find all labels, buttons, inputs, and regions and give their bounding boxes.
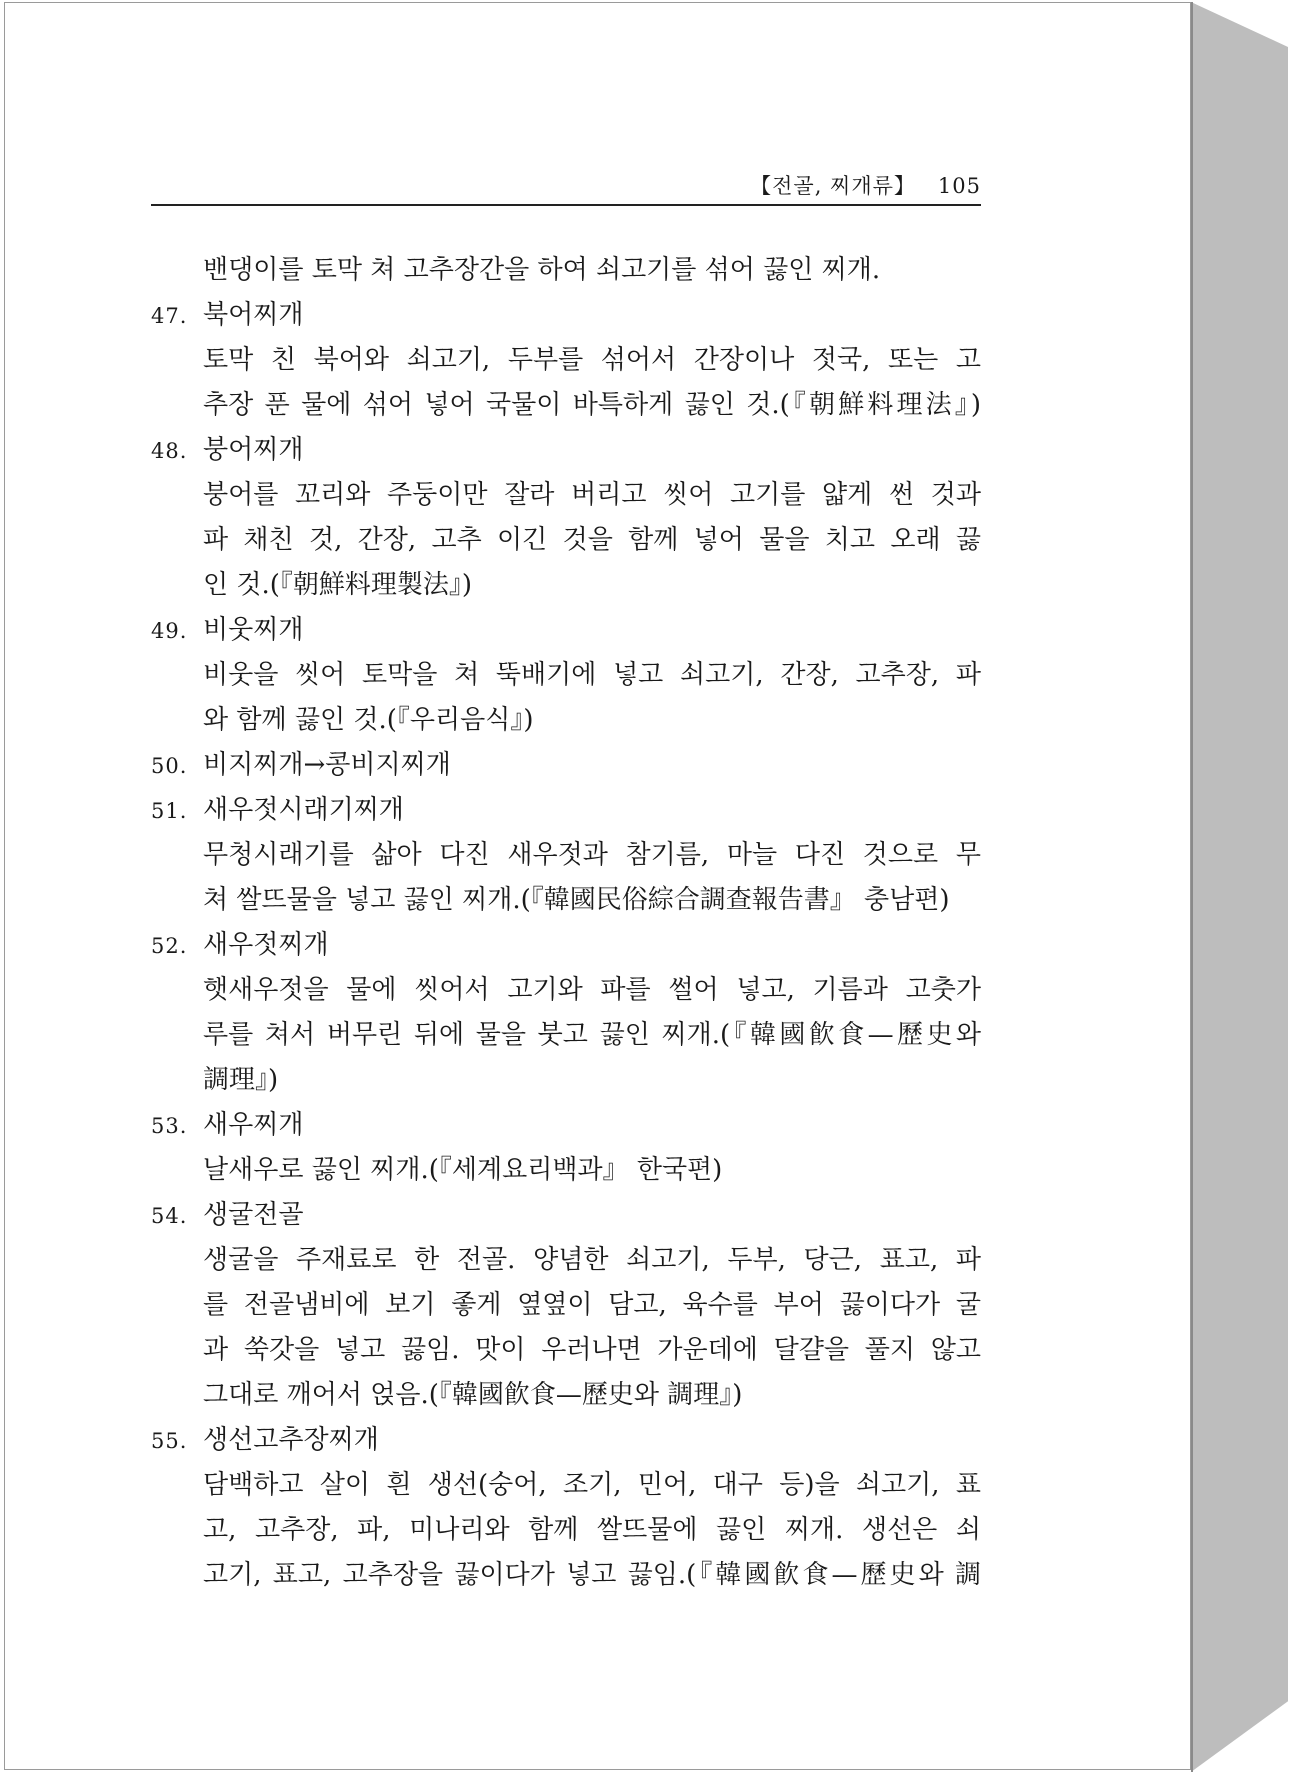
definition-line: 쳐 쌀뜨물을 넣고 끓인 찌개.(『韓國民俗綜合調查報告書』 충남편)	[203, 885, 950, 915]
definition-line: 비웃을 씻어 토막을 쳐 뚝배기에 넣고 쇠고기, 간장, 고추장, 파	[203, 660, 981, 690]
definition-line: 담백하고 살이 흰 생선(숭어, 조기, 민어, 대구 등)을 쇠고기, 표	[203, 1470, 981, 1500]
definition-line: 생굴을 주재료로 한 전골. 양념한 쇠고기, 두부, 당근, 표고, 파	[203, 1245, 981, 1275]
entry-heading	[151, 428, 981, 473]
definition-line: 추장 푼 물에 섞어 넣어 국물이 바특하게 끓인 것.(『朝鮮料理法』)	[203, 390, 981, 420]
definition-line: 를 전골냄비에 보기 좋게 옆옆이 담고, 육수를 부어 끓이다가 굴	[203, 1290, 981, 1320]
definition-line: 調理』)	[203, 1065, 279, 1095]
page-number: 105	[937, 174, 981, 198]
header-rule	[151, 204, 981, 206]
entry-number: 47.	[151, 304, 188, 328]
entry-number: 52.	[151, 934, 188, 958]
definition-line: 그대로 깨어서 얹음.(『韓國飮食—歷史와 調理』)	[203, 1380, 743, 1410]
entry-heading	[151, 608, 981, 653]
definition-line: 고기, 표고, 고추장을 끓이다가 넣고 끓임.(『韓國飮食—歷史와 調	[203, 1560, 981, 1590]
definition-line: 고, 고추장, 파, 미나리와 함께 쌀뜨물에 끓인 찌개. 생선은 쇠	[203, 1515, 981, 1545]
definition-line: 햇새우젓을 물에 씻어서 고기와 파를 썰어 넣고, 기름과 고춧가	[203, 975, 981, 1005]
entry-heading	[151, 788, 981, 833]
definition-line: 붕어를 꼬리와 주둥이만 잘라 버리고 씻어 고기를 얇게 썬 것과	[203, 480, 981, 510]
definition-line: 파 채친 것, 간장, 고추 이긴 것을 함께 넣어 물을 치고 오래 끓	[203, 525, 981, 555]
entry-title: 새우젓찌개	[203, 930, 329, 960]
entry-heading	[151, 293, 981, 338]
entry-number: 50.	[151, 754, 188, 778]
entry-heading	[151, 1193, 981, 1238]
running-title	[750, 170, 981, 200]
definition-line: 인 것.(『朝鮮料理製法』)	[203, 570, 473, 600]
definition-line: 밴댕이를 토막 쳐 고추장간을 하여 쇠고기를 섞어 끓인 찌개.	[203, 255, 881, 285]
page-body	[151, 248, 981, 1598]
entry-number: 48.	[151, 439, 188, 463]
entry-title: 새우찌개	[203, 1110, 304, 1140]
entry-title: 붕어찌개	[203, 435, 304, 465]
entry-number: 54.	[151, 1204, 188, 1228]
book-page-edges	[1191, 2, 1288, 1772]
entry-number: 53.	[151, 1114, 188, 1138]
entry-number: 51.	[151, 799, 188, 823]
definition-line: 날새우로 끓인 찌개.(『세계요리백과』 한국편)	[203, 1155, 723, 1185]
entry-number: 55.	[151, 1429, 188, 1453]
entry-title: 생굴전골	[203, 1200, 304, 1230]
entry-title: 북어찌개	[203, 300, 304, 330]
entry-title: 생선고추장찌개	[203, 1425, 379, 1455]
entry-heading	[151, 743, 981, 788]
page-header	[151, 146, 981, 204]
definition-line: 토막 친 북어와 쇠고기, 두부를 섞어서 간장이나 젓국, 또는 고	[203, 345, 981, 375]
definition-line: 무청시래기를 삶아 다진 새우젓과 참기름, 마늘 다진 것으로 무	[203, 840, 981, 870]
section-title: 【전골, 찌개류】	[750, 174, 916, 198]
entry-heading	[151, 923, 981, 968]
book-spine-line	[1191, 2, 1193, 1772]
definition-line: 와 함께 끓인 것.(『우리음식』)	[203, 705, 534, 735]
entry-heading	[151, 1103, 981, 1148]
entry-title: 새우젓시래기찌개	[203, 795, 404, 825]
definition-line: 과 쑥갓을 넣고 끓임. 맛이 우러나면 가운데에 달걀을 풀지 않고	[203, 1335, 981, 1365]
definition-line: 루를 쳐서 버무린 뒤에 물을 붓고 끓인 찌개.(『韓國飮食—歷史와	[203, 1020, 981, 1050]
entry-title: 비지찌개→콩비지찌개	[203, 750, 451, 780]
entry-number: 49.	[151, 619, 188, 643]
entry-title: 비웃찌개	[203, 615, 304, 645]
entry-heading	[151, 1418, 981, 1463]
